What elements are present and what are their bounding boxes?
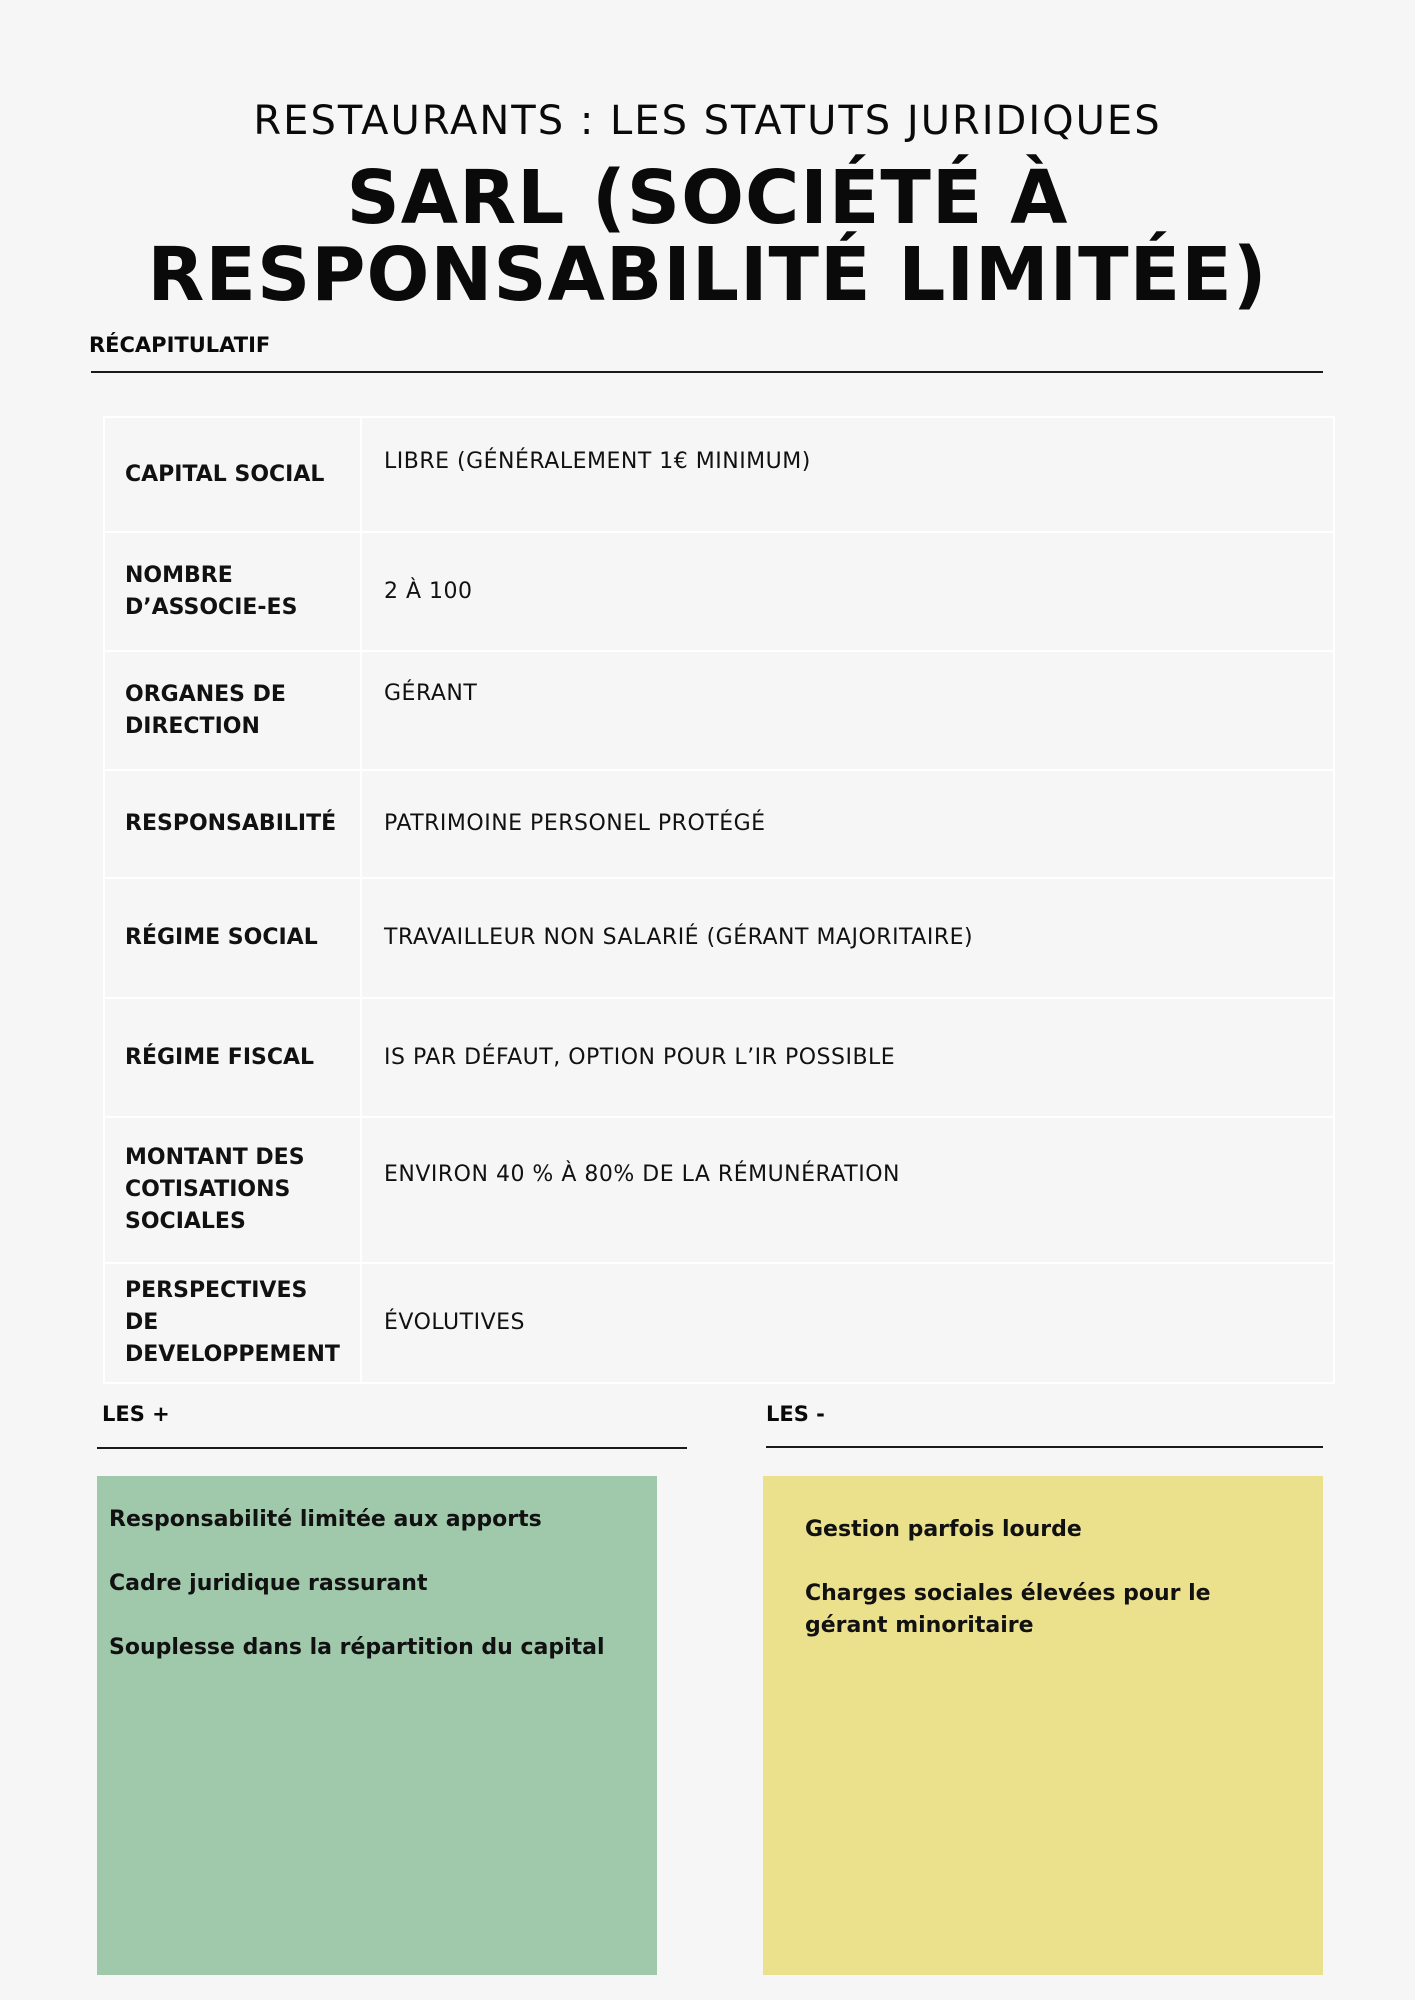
cons-section-label: LES -: [766, 1402, 825, 1426]
row-value: IS PAR DÉFAUT, OPTION POUR L’IR POSSIBLE: [384, 1044, 896, 1070]
row-value: ENVIRON 40 % À 80% DE LA RÉMUNÉRATION: [384, 1162, 900, 1187]
cons-box: [763, 1476, 1323, 1975]
row-value: TRAVAILLEUR NON SALARIÉ (GÉRANT MAJORITAIRE): [384, 925, 974, 950]
row-label: RÉGIME SOCIAL: [105, 879, 362, 997]
summary-table: [103, 416, 1335, 1384]
table-row: [105, 1264, 1333, 1382]
row-value: LIBRE (GÉNÉRALEMENT 1€ MINIMUM): [384, 449, 811, 474]
row-value: GÉRANT: [384, 681, 478, 706]
page-title: SARL (SOCIÉTÉ À RESPONSABILITÉ LIMITÉE): [147, 155, 1268, 318]
pros-divider: [97, 1447, 687, 1449]
page-supertitle: RESTAURANTS : LES STATUTS JURIDIQUES: [253, 98, 1162, 144]
pros-section-label: LES +: [102, 1402, 170, 1426]
row-label: CAPITAL SOCIAL: [105, 418, 362, 531]
recap-divider: [91, 371, 1323, 373]
row-value: PATRIMOINE PERSONEL PROTÉGÉ: [384, 811, 766, 836]
table-row: [105, 652, 1333, 771]
table-row: [105, 1118, 1333, 1264]
row-label: MONTANT DES COTISATIONS SOCIALES: [105, 1118, 362, 1262]
cons-item: Charges sociales élevées pour le gérant minoritaire: [805, 1581, 1211, 1638]
cons-item: Gestion parfois lourde: [805, 1517, 1082, 1542]
pros-item: Cadre juridique rassurant: [109, 1571, 428, 1596]
pros-box: [97, 1476, 657, 1975]
row-label: RESPONSABILITÉ: [105, 771, 362, 877]
pros-item: Souplesse dans la répartition du capital: [109, 1635, 605, 1660]
cons-divider: [766, 1446, 1323, 1448]
row-label: PERSPECTIVES DE DEVELOPPEMENT: [105, 1264, 362, 1382]
table-row: [105, 533, 1333, 652]
table-row: [105, 418, 1333, 533]
row-value: ÉVOLUTIVES: [384, 1310, 525, 1335]
row-label: RÉGIME FISCAL: [105, 999, 362, 1116]
table-row: [105, 879, 1333, 999]
row-label: ORGANES DE DIRECTION: [105, 652, 362, 769]
row-value: 2 À 100: [384, 578, 473, 604]
table-row: [105, 999, 1333, 1118]
pros-item: Responsabilité limitée aux apports: [109, 1507, 542, 1532]
row-label: NOMBRE D’ASSOCIE-ES: [105, 533, 362, 650]
recap-section-label: RÉCAPITULATIF: [89, 333, 271, 357]
table-row: [105, 771, 1333, 879]
